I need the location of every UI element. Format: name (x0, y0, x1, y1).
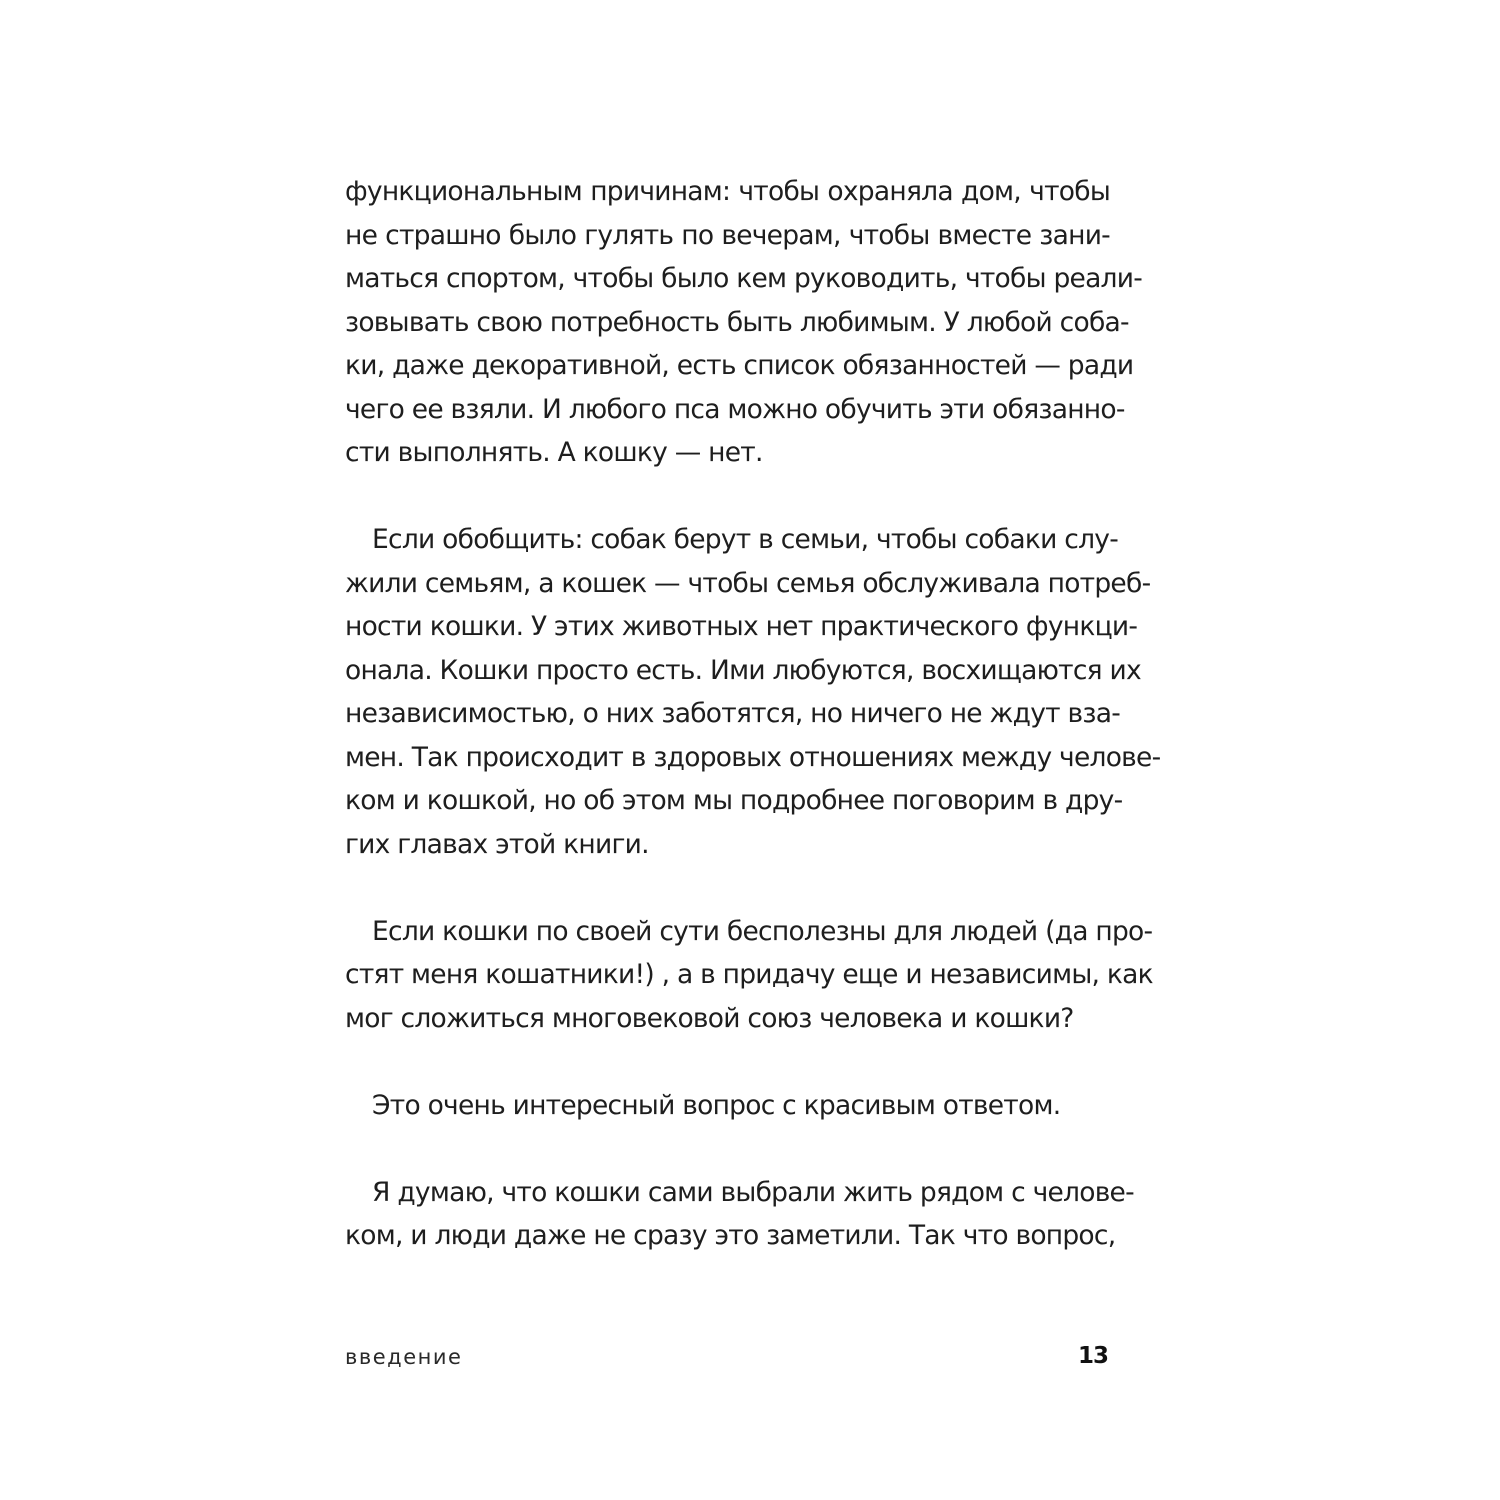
text-line: мог сложиться многовековой союз человека и кошки? (345, 1002, 1074, 1034)
text-line: зовывать свою потребность быть любимым. У любой соба- (345, 306, 1129, 338)
paragraph-2 (345, 518, 1161, 866)
text-line: ком и кошкой, но об этом мы подробнее поговорим в дру- (345, 785, 1123, 816)
text-line: чего ее взяли. И любого пса можно обучить эти обязанно- (345, 393, 1125, 425)
paragraph-5 (345, 1171, 1134, 1258)
text-line: независимостью, о них заботятся, но ничего не ждут вза- (345, 698, 1121, 729)
text-line: функциональным причинам: чтобы охраняла дом, чтобы (345, 176, 1110, 207)
text-line: гих главах этой книги. (345, 828, 649, 860)
text-line: жили семьям, а кошек — чтобы семья обслуживала потреб- (345, 567, 1151, 599)
paragraph-4 (345, 1084, 1110, 1128)
text-line: стят меня кошатники!) , а в придачу еще и независимы, как (345, 959, 1153, 990)
text-line: маться спортом, чтобы было кем руководить, чтобы реали- (345, 263, 1143, 294)
paragraph-3 (345, 910, 1153, 1041)
text-line: не страшно было гулять по вечерам, чтобы вместе зани- (345, 219, 1110, 251)
text-line: ки, даже декоративной, есть список обязанностей — ради (345, 350, 1134, 381)
text-line: Я думаю, что кошки сами выбрали жить рядом с челове- (372, 1176, 1134, 1208)
text-line: Это очень интересный вопрос с красивым ответом. (372, 1089, 1061, 1121)
running-footer-section: введение (345, 1345, 463, 1369)
text-line: мен. Так происходит в здоровых отношениях между челове- (345, 741, 1161, 773)
text-line: Если обобщить: собак берут в семьи, чтобы собаки слу- (372, 524, 1119, 555)
text-line: онала. Кошки просто есть. Ими любуются, восхищаются их (345, 654, 1141, 686)
text-line: Если кошки по своей сути бесполезны для людей (да про- (372, 915, 1153, 947)
paragraph-1 (345, 170, 1143, 475)
text-line: ности кошки. У этих животных нет практического функци- (345, 611, 1138, 642)
text-line: ком, и люди даже не сразу это заметили. Так что вопрос, (345, 1220, 1116, 1251)
body-text (345, 170, 1161, 1258)
page-number: 13 (1077, 1343, 1108, 1369)
text-line: сти выполнять. А кошку — нет. (345, 437, 763, 468)
